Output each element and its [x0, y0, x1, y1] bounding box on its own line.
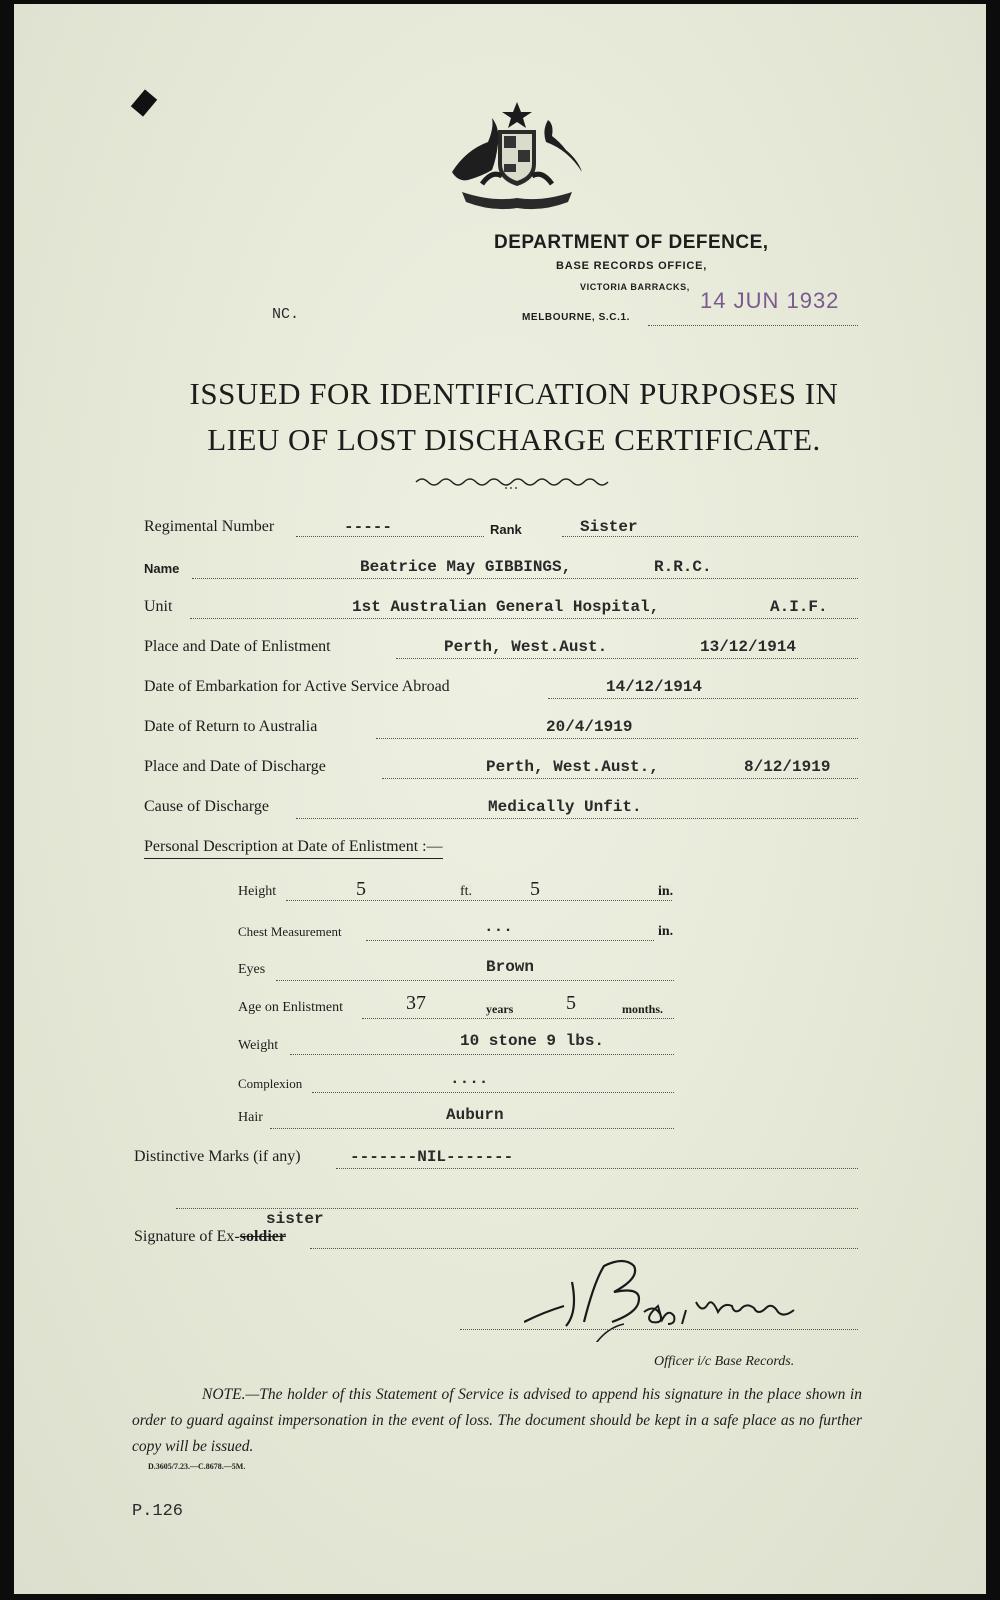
- enlistment-date: 13/12/1914: [700, 638, 797, 656]
- struck-word: soldier: [239, 1228, 286, 1245]
- department-heading: DEPARTMENT OF DEFENCE,: [494, 232, 769, 253]
- cause-label: Cause of Discharge: [144, 798, 269, 815]
- ex-soldier-signature-rule: [310, 1248, 858, 1249]
- distinctive-marks-value: -------NIL-------: [350, 1148, 514, 1166]
- city-line: MELBOURNE, S.C.1.: [522, 312, 630, 323]
- chest-rule: [366, 940, 654, 941]
- date-stamp: 14 JUN 1932: [700, 288, 840, 313]
- age-years-unit: years: [486, 1002, 514, 1016]
- cause-value: Medically Unfit.: [488, 798, 642, 816]
- officer-signature-rule: [460, 1329, 858, 1330]
- height-rule: [286, 900, 672, 901]
- height-feet-unit: ft.: [460, 884, 473, 899]
- hair-label: Hair: [238, 1110, 263, 1125]
- ex-soldier-signature-prefix: Signature of Ex-: [134, 1228, 240, 1245]
- discharge-rule: [382, 778, 858, 779]
- name-label: Name: [144, 561, 180, 576]
- age-months: 5: [566, 992, 576, 1014]
- hair-value: Auburn: [446, 1106, 504, 1124]
- eyes-rule: [276, 980, 674, 981]
- rank-label: Rank: [490, 522, 522, 537]
- embarkation-label: Date of Embarkation for Active Service Abroad: [144, 678, 450, 695]
- embarkation-date: 14/12/1914: [606, 678, 703, 696]
- height-inches-unit: in.: [658, 884, 674, 899]
- enlistment-place: Perth, West.Aust.: [444, 638, 608, 656]
- age-years: 37: [406, 992, 426, 1014]
- dateline-rule: [648, 325, 858, 326]
- document-page: [14, 4, 986, 1594]
- chest-value: ...: [484, 918, 513, 936]
- regimental-number-value: -----: [344, 518, 393, 536]
- regimental-number-label: Regimental Number: [144, 518, 275, 535]
- discharge-label: Place and Date of Discharge: [144, 758, 326, 775]
- return-label: Date of Return to Australia: [144, 718, 318, 735]
- complexion-label: Complexion: [238, 1076, 303, 1091]
- complexion-rule: [312, 1092, 674, 1093]
- chest-unit: in.: [658, 924, 674, 939]
- office-heading: BASE RECORDS OFFICE,: [556, 260, 708, 272]
- rank-value: Sister: [580, 518, 638, 536]
- weight-value: 10 stone 9 lbs.: [460, 1032, 605, 1050]
- rank-rule: [562, 536, 858, 537]
- discharge-place: Perth, West.Aust.,: [486, 758, 659, 776]
- embarkation-rule: [548, 698, 858, 699]
- inserted-word: sister: [266, 1210, 324, 1228]
- note-paragraph: NOTE.—The holder of this Statement of Service is advised to append his signature in the place shown in order to guard against impersonation in the event of loss. The document should be kept in a safe place as no further copy will be issued.: [132, 1386, 862, 1455]
- return-rule: [376, 738, 858, 739]
- age-months-unit: months.: [622, 1002, 664, 1016]
- enlistment-rule: [396, 658, 858, 659]
- height-inches: 5: [530, 878, 540, 900]
- name-suffix: R.R.C.: [654, 558, 712, 576]
- file-reference: NC.: [272, 306, 300, 323]
- title-line-2: LIEU OF LOST DISCHARGE CERTIFICATE.: [207, 422, 821, 457]
- personal-description-heading: Personal Description at Date of Enlistment :—: [144, 838, 443, 859]
- officer-title: Officer i/c Base Records.: [654, 1354, 795, 1369]
- ex-soldier-signature-label: [134, 1228, 286, 1246]
- age-rule: [362, 1018, 674, 1019]
- discharge-date: 8/12/1919: [744, 758, 831, 776]
- unit-label: Unit: [144, 598, 173, 615]
- enlistment-label: Place and Date of Enlistment: [144, 638, 331, 655]
- barracks-line: VICTORIA BARRACKS,: [580, 282, 690, 292]
- hair-rule: [270, 1128, 674, 1129]
- chest-label: Chest Measurement: [238, 924, 342, 939]
- complexion-value: ....: [450, 1070, 489, 1088]
- cause-rule: [296, 818, 858, 819]
- weight-label: Weight: [238, 1038, 279, 1053]
- print-code: D.3605/7.23.—C.8678.—5M.: [148, 1462, 246, 1471]
- age-label: Age on Enlistment: [238, 1000, 343, 1015]
- distinctive-marks-label: Distinctive Marks (if any): [134, 1148, 301, 1165]
- unit-value: 1st Australian General Hospital,: [352, 598, 660, 616]
- height-feet: 5: [356, 878, 366, 900]
- return-date: 20/4/1919: [546, 718, 633, 736]
- folio-number: P.126: [132, 1502, 184, 1521]
- title-flourish: [414, 474, 614, 490]
- height-label: Height: [238, 884, 277, 899]
- distinctive-marks-rule: [336, 1168, 858, 1169]
- name-rule: [192, 578, 858, 579]
- eyes-label: Eyes: [238, 962, 266, 977]
- title-line-1: ISSUED FOR IDENTIFICATION PURPOSES IN: [189, 376, 839, 411]
- regimental-number-rule: [296, 536, 484, 537]
- eyes-value: Brown: [486, 958, 535, 976]
- unit-suffix: A.I.F.: [770, 598, 828, 616]
- coat-of-arms-emblem: [442, 100, 592, 212]
- name-value: Beatrice May GIBBINGS,: [360, 558, 572, 576]
- weight-rule: [290, 1054, 674, 1055]
- unit-rule: [190, 618, 858, 619]
- distinctive-marks-rule-2: [176, 1208, 858, 1209]
